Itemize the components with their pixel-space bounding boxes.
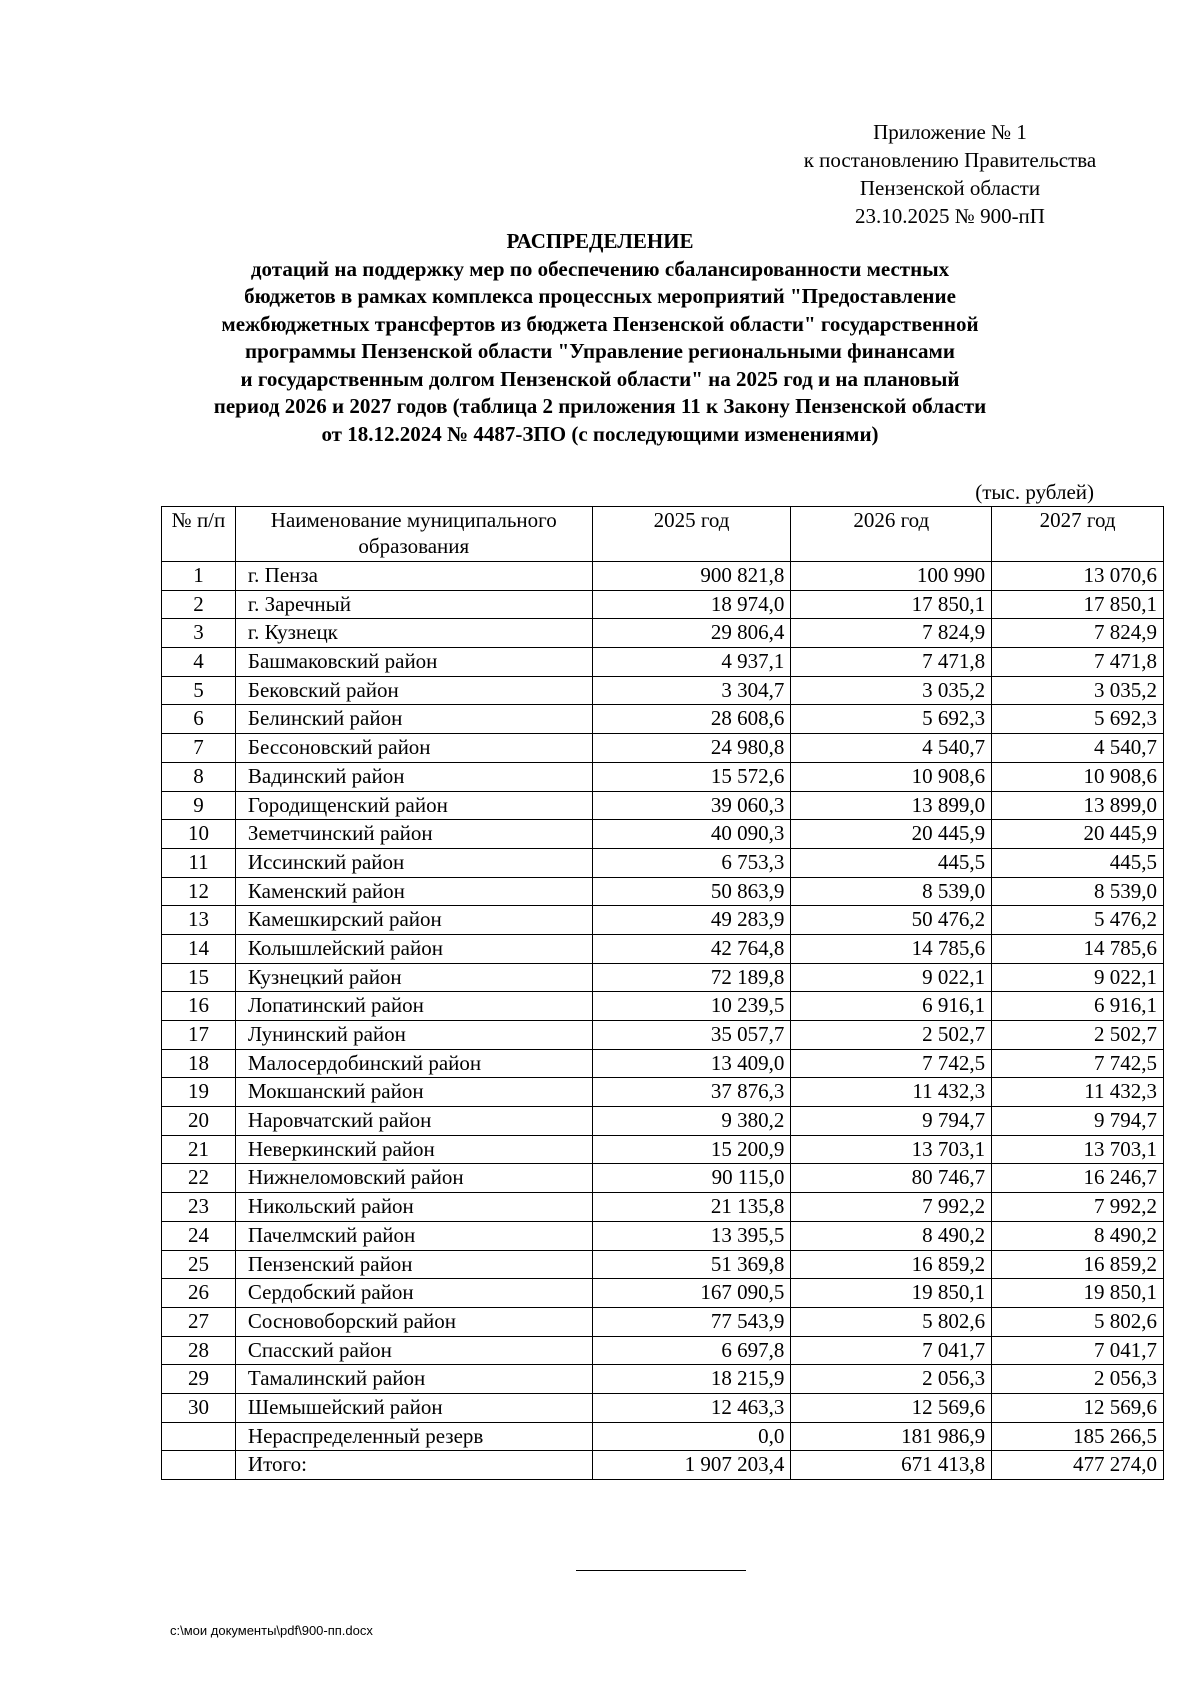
cell-2027: 19 850,1 xyxy=(992,1279,1164,1308)
cell-num: 21 xyxy=(162,1135,236,1164)
table-row xyxy=(162,762,1164,791)
appendix-line-4: 23.10.2025 № 900-пП xyxy=(855,204,1045,228)
cell-2026: 12 569,6 xyxy=(791,1393,992,1422)
cell-2027: 8 539,0 xyxy=(992,877,1164,906)
cell-2025: 10 239,5 xyxy=(592,992,791,1021)
cell-num: 27 xyxy=(162,1307,236,1336)
cell-name: Итого: xyxy=(235,1451,592,1480)
cell-2026: 14 785,6 xyxy=(791,934,992,963)
cell-num: 26 xyxy=(162,1279,236,1308)
cell-2026: 7 824,9 xyxy=(791,619,992,648)
cell-2025: 15 572,6 xyxy=(592,762,791,791)
cell-num: 15 xyxy=(162,963,236,992)
cell-name: Земетчинский район xyxy=(235,820,592,849)
cell-2026: 5 802,6 xyxy=(791,1307,992,1336)
cell-num: 16 xyxy=(162,992,236,1021)
cell-2026: 6 916,1 xyxy=(791,992,992,1021)
cell-2026: 20 445,9 xyxy=(791,820,992,849)
cell-2027: 13 703,1 xyxy=(992,1135,1164,1164)
cell-2025: 49 283,9 xyxy=(592,906,791,935)
cell-2025: 72 189,8 xyxy=(592,963,791,992)
table-row xyxy=(162,1307,1164,1336)
header-name: Наименование муниципального образования xyxy=(235,507,592,562)
cell-2027: 5 802,6 xyxy=(992,1307,1164,1336)
cell-2027: 10 908,6 xyxy=(992,762,1164,791)
table-row xyxy=(162,1049,1164,1078)
cell-name: Сердобский район xyxy=(235,1279,592,1308)
cell-name: Башмаковский район xyxy=(235,648,592,677)
title-line: межбюджетных трансфертов из бюджета Пензенской области" государственной xyxy=(221,311,979,336)
cell-2025: 28 608,6 xyxy=(592,705,791,734)
cell-2027: 7 471,8 xyxy=(992,648,1164,677)
cell-name: Бековский район xyxy=(235,676,592,705)
title-line: бюджетов в рамках комплекса процессных мероприятий "Предоставление xyxy=(244,284,956,308)
cell-num xyxy=(162,1422,236,1451)
table-row xyxy=(162,1250,1164,1279)
cell-name: Неверкинский район xyxy=(235,1135,592,1164)
table-row xyxy=(162,791,1164,820)
cell-2027: 12 569,6 xyxy=(992,1393,1164,1422)
table-row xyxy=(162,1279,1164,1308)
table-row xyxy=(162,705,1164,734)
cell-2026: 13 899,0 xyxy=(791,791,992,820)
cell-2025: 4 937,1 xyxy=(592,648,791,677)
cell-num: 10 xyxy=(162,820,236,849)
document-title xyxy=(130,228,1070,448)
cell-2026: 7 742,5 xyxy=(791,1049,992,1078)
cell-num: 20 xyxy=(162,1107,236,1136)
cell-name: г. Заречный xyxy=(235,590,592,619)
cell-num: 6 xyxy=(162,705,236,734)
appendix-note xyxy=(760,118,1140,230)
table-row xyxy=(162,1221,1164,1250)
cell-name: Белинский район xyxy=(235,705,592,734)
table-row xyxy=(162,1078,1164,1107)
table-row xyxy=(162,1422,1164,1451)
cell-num: 11 xyxy=(162,848,236,877)
table-row xyxy=(162,1135,1164,1164)
cell-2025: 13 409,0 xyxy=(592,1049,791,1078)
cell-2025: 39 060,3 xyxy=(592,791,791,820)
cell-2025: 13 395,5 xyxy=(592,1221,791,1250)
cell-2026: 80 746,7 xyxy=(791,1164,992,1193)
table-row xyxy=(162,648,1164,677)
cell-name: г. Кузнецк xyxy=(235,619,592,648)
table-body xyxy=(162,562,1164,1480)
cell-2027: 11 432,3 xyxy=(992,1078,1164,1107)
appendix-line-3: Пензенской области xyxy=(859,176,1041,200)
cell-2026: 445,5 xyxy=(791,848,992,877)
cell-2027: 17 850,1 xyxy=(992,590,1164,619)
cell-name: Лопатинский район xyxy=(235,992,592,1021)
cell-2026: 2 056,3 xyxy=(791,1365,992,1394)
cell-2027: 6 916,1 xyxy=(992,992,1164,1021)
cell-2025: 167 090,5 xyxy=(592,1279,791,1308)
cell-name: Нераспределенный резерв xyxy=(235,1422,592,1451)
cell-2026: 181 986,9 xyxy=(791,1422,992,1451)
table-row xyxy=(162,590,1164,619)
cell-2025: 900 821,8 xyxy=(592,562,791,591)
cell-num: 13 xyxy=(162,906,236,935)
table-row xyxy=(162,1021,1164,1050)
table-row xyxy=(162,1393,1164,1422)
cell-2025: 42 764,8 xyxy=(592,934,791,963)
cell-2026: 7 041,7 xyxy=(791,1336,992,1365)
cell-2027: 9 022,1 xyxy=(992,963,1164,992)
title-line: и государственным долгом Пензенской области" на 2025 год и на плановый xyxy=(240,366,960,391)
unit-label: (тыс. рублей) xyxy=(975,480,1094,504)
cell-2027: 13 899,0 xyxy=(992,791,1164,820)
cell-num: 12 xyxy=(162,877,236,906)
cell-2027: 16 859,2 xyxy=(992,1250,1164,1279)
title-line: дотаций на поддержку мер по обеспечению сбалансированности местных xyxy=(250,256,950,281)
cell-2027: 3 035,2 xyxy=(992,676,1164,705)
cell-2026: 17 850,1 xyxy=(791,590,992,619)
cell-name: Шемышейский район xyxy=(235,1393,592,1422)
cell-num: 1 xyxy=(162,562,236,591)
cell-name: Нижнеломовский район xyxy=(235,1164,592,1193)
cell-name: Каменский район xyxy=(235,877,592,906)
cell-2026: 3 035,2 xyxy=(791,676,992,705)
cell-2026: 8 490,2 xyxy=(791,1221,992,1250)
cell-num: 14 xyxy=(162,934,236,963)
cell-2026: 2 502,7 xyxy=(791,1021,992,1050)
cell-2026: 19 850,1 xyxy=(791,1279,992,1308)
cell-2025: 12 463,3 xyxy=(592,1393,791,1422)
cell-name: Бессоновский район xyxy=(235,734,592,763)
cell-name: Колышлейский район xyxy=(235,934,592,963)
cell-num: 5 xyxy=(162,676,236,705)
cell-2026: 10 908,6 xyxy=(791,762,992,791)
cell-name: Сосновоборский район xyxy=(235,1307,592,1336)
cell-2027: 13 070,6 xyxy=(992,562,1164,591)
cell-2027: 7 742,5 xyxy=(992,1049,1164,1078)
table-row xyxy=(162,1365,1164,1394)
cell-num: 7 xyxy=(162,734,236,763)
cell-2026: 50 476,2 xyxy=(791,906,992,935)
table-row xyxy=(162,820,1164,849)
cell-2025: 15 200,9 xyxy=(592,1135,791,1164)
table-header-row xyxy=(162,507,1164,562)
cell-2025: 40 090,3 xyxy=(592,820,791,849)
cell-name: Иссинский район xyxy=(235,848,592,877)
cell-num: 24 xyxy=(162,1221,236,1250)
cell-2027: 8 490,2 xyxy=(992,1221,1164,1250)
cell-name: Никольский район xyxy=(235,1193,592,1222)
cell-num: 19 xyxy=(162,1078,236,1107)
table-row xyxy=(162,877,1164,906)
cell-2025: 3 304,7 xyxy=(592,676,791,705)
cell-2025: 77 543,9 xyxy=(592,1307,791,1336)
title-line: от 18.12.2024 № 4487-ЗПО (с последующими изменениями) xyxy=(321,421,879,446)
cell-2027: 20 445,9 xyxy=(992,820,1164,849)
cell-num: 22 xyxy=(162,1164,236,1193)
cell-2025: 29 806,4 xyxy=(592,619,791,648)
cell-2026: 11 432,3 xyxy=(791,1078,992,1107)
table-row xyxy=(162,848,1164,877)
table-row xyxy=(162,906,1164,935)
header-2027: 2027 год xyxy=(992,507,1164,562)
cell-name: Пачелмский район xyxy=(235,1221,592,1250)
cell-2027: 7 824,9 xyxy=(992,619,1164,648)
cell-name: Наровчатский район xyxy=(235,1107,592,1136)
cell-num: 28 xyxy=(162,1336,236,1365)
cell-2026: 16 859,2 xyxy=(791,1250,992,1279)
cell-2025: 6 697,8 xyxy=(592,1336,791,1365)
cell-2027: 5 476,2 xyxy=(992,906,1164,935)
table-row xyxy=(162,1451,1164,1480)
cell-2026: 7 992,2 xyxy=(791,1193,992,1222)
cell-2026: 7 471,8 xyxy=(791,648,992,677)
table-row xyxy=(162,1193,1164,1222)
cell-name: Вадинский район xyxy=(235,762,592,791)
cell-2026: 4 540,7 xyxy=(791,734,992,763)
end-divider xyxy=(576,1570,746,1571)
cell-2027: 16 246,7 xyxy=(992,1164,1164,1193)
cell-2027: 185 266,5 xyxy=(992,1422,1164,1451)
file-path: c:\мои документы\pdf\900-пп.docx xyxy=(170,1623,373,1638)
table-row xyxy=(162,1336,1164,1365)
cell-name: Камешкирский район xyxy=(235,906,592,935)
cell-2025: 50 863,9 xyxy=(592,877,791,906)
distribution-table xyxy=(161,506,1164,1480)
cell-2026: 8 539,0 xyxy=(791,877,992,906)
title-heading: РАСПРЕДЕЛЕНИЕ xyxy=(506,229,694,253)
cell-2026: 100 990 xyxy=(791,562,992,591)
header-num: № п/п xyxy=(162,507,236,562)
cell-2025: 90 115,0 xyxy=(592,1164,791,1193)
table-row xyxy=(162,676,1164,705)
appendix-line-2: к постановлению Правительства xyxy=(803,148,1097,172)
cell-2025: 9 380,2 xyxy=(592,1107,791,1136)
cell-2026: 671 413,8 xyxy=(791,1451,992,1480)
table-row xyxy=(162,963,1164,992)
cell-2027: 2 502,7 xyxy=(992,1021,1164,1050)
cell-2025: 51 369,8 xyxy=(592,1250,791,1279)
cell-2027: 2 056,3 xyxy=(992,1365,1164,1394)
appendix-line-1: Приложение № 1 xyxy=(873,120,1027,144)
header-2025: 2025 год xyxy=(592,507,791,562)
cell-num: 18 xyxy=(162,1049,236,1078)
cell-num: 9 xyxy=(162,791,236,820)
cell-2025: 35 057,7 xyxy=(592,1021,791,1050)
title-line: период 2026 и 2027 годов (таблица 2 приложения 11 к Закону Пензенской области xyxy=(213,394,987,418)
cell-name: Городищенский район xyxy=(235,791,592,820)
cell-2027: 7 992,2 xyxy=(992,1193,1164,1222)
cell-num: 4 xyxy=(162,648,236,677)
cell-num: 29 xyxy=(162,1365,236,1394)
cell-num: 25 xyxy=(162,1250,236,1279)
cell-num xyxy=(162,1451,236,1480)
cell-2027: 9 794,7 xyxy=(992,1107,1164,1136)
table-row xyxy=(162,562,1164,591)
cell-2027: 5 692,3 xyxy=(992,705,1164,734)
cell-2027: 4 540,7 xyxy=(992,734,1164,763)
cell-2026: 13 703,1 xyxy=(791,1135,992,1164)
cell-name: г. Пенза xyxy=(235,562,592,591)
cell-2025: 21 135,8 xyxy=(592,1193,791,1222)
cell-name: Пензенский район xyxy=(235,1250,592,1279)
cell-2026: 9 794,7 xyxy=(791,1107,992,1136)
cell-name: Кузнецкий район xyxy=(235,963,592,992)
cell-2026: 9 022,1 xyxy=(791,963,992,992)
cell-2027: 14 785,6 xyxy=(992,934,1164,963)
cell-2026: 5 692,3 xyxy=(791,705,992,734)
table-row xyxy=(162,934,1164,963)
cell-2025: 24 980,8 xyxy=(592,734,791,763)
table-row xyxy=(162,734,1164,763)
cell-name: Малосердобинский район xyxy=(235,1049,592,1078)
cell-2025: 18 974,0 xyxy=(592,590,791,619)
cell-2025: 37 876,3 xyxy=(592,1078,791,1107)
cell-2025: 1 907 203,4 xyxy=(592,1451,791,1480)
title-line: программы Пензенской области "Управление региональными финансами xyxy=(245,339,955,363)
cell-name: Мокшанский район xyxy=(235,1078,592,1107)
cell-2025: 6 753,3 xyxy=(592,848,791,877)
cell-num: 30 xyxy=(162,1393,236,1422)
cell-2027: 445,5 xyxy=(992,848,1164,877)
cell-num: 2 xyxy=(162,590,236,619)
cell-num: 3 xyxy=(162,619,236,648)
cell-2025: 0,0 xyxy=(592,1422,791,1451)
cell-2025: 18 215,9 xyxy=(592,1365,791,1394)
table-row xyxy=(162,619,1164,648)
cell-num: 23 xyxy=(162,1193,236,1222)
cell-num: 8 xyxy=(162,762,236,791)
cell-2027: 477 274,0 xyxy=(992,1451,1164,1480)
table-row xyxy=(162,1164,1164,1193)
cell-2027: 7 041,7 xyxy=(992,1336,1164,1365)
table-row xyxy=(162,992,1164,1021)
header-2026: 2026 год xyxy=(791,507,992,562)
cell-name: Лунинский район xyxy=(235,1021,592,1050)
table-row xyxy=(162,1107,1164,1136)
cell-name: Тамалинский район xyxy=(235,1365,592,1394)
cell-name: Спасский район xyxy=(235,1336,592,1365)
cell-num: 17 xyxy=(162,1021,236,1050)
